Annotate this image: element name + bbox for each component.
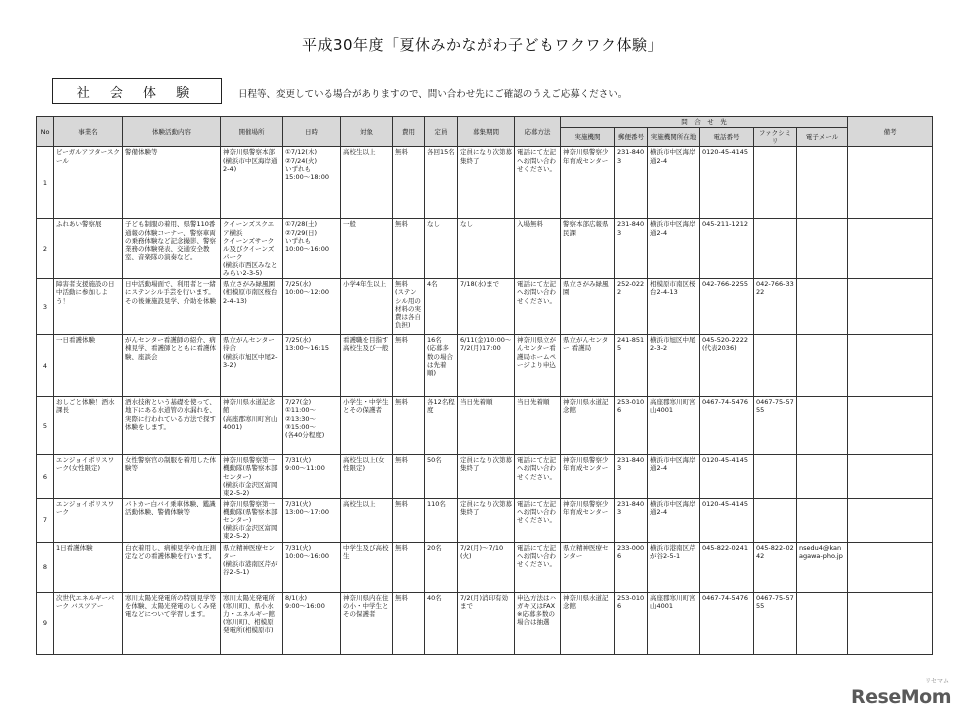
- cell-fee: 無料: [393, 498, 425, 542]
- cell-zip: 253-0106: [615, 592, 648, 654]
- cell-datetime: 8/1(水) 9:00～16:00: [283, 592, 341, 654]
- cell-org: 神奈川県水道記念館: [561, 592, 615, 654]
- cell-venue: 県立がんセンター待合 (横浜市旭区中尾2-3-2): [221, 335, 283, 397]
- table-row: [37, 397, 933, 455]
- cell-period: 定員になり次第募集終了: [458, 147, 515, 219]
- cell-method: 入場無料: [515, 219, 561, 279]
- cell-venue: 寒川太陽光発電所(寒川町)、県小水力・エネルギー館(寒川町)、相模原発電所(相模原市): [221, 592, 283, 654]
- cell-addr: 横浜市中区海岸通2-4: [648, 219, 700, 279]
- cell-no: 7: [37, 498, 54, 542]
- cell-period: 定員になり次第募集終了: [458, 498, 515, 542]
- cell-datetime: 7/31(火) 10:00～16:00: [283, 542, 341, 592]
- cell-target: 中学生及び高校生: [341, 542, 393, 592]
- cell-name: エンジョイポリスワーク: [54, 498, 123, 542]
- cell-fax: 0467-75-5755: [754, 397, 797, 455]
- cell-datetime: 7/25(水) 10:00～12:00: [283, 279, 341, 335]
- cell-target: 高校生以上: [341, 498, 393, 542]
- cell-addr: 高座郡寒川町宮山4001: [648, 397, 700, 455]
- header-fee: 費用: [393, 117, 425, 147]
- cell-name: ビーガルアフタースクール: [54, 147, 123, 219]
- cell-fax: [754, 498, 797, 542]
- notice-text: 日程等、変更している場合がありますので、問い合わせ先にご確認のうえご応募ください。: [238, 89, 628, 100]
- cell-content: 白衣着用し、病棟見学や血圧測定などの看護体験を行います。: [123, 542, 221, 592]
- cell-content: 寒川太陽光発電所の特別見学等を体験、太陽光発電のしくみ発電などについて学習します。: [123, 592, 221, 654]
- cell-email: [797, 279, 848, 335]
- cell-fax: [754, 455, 797, 499]
- cell-datetime: 7/25(水) 13:00～16:15: [283, 335, 341, 397]
- header-capacity: 定員: [425, 117, 458, 147]
- header-target: 対象: [341, 117, 393, 147]
- cell-datetime: ①7/28(土) ②7/29(日) いずれも 10:00～16:00: [283, 219, 341, 279]
- header-org: 実施機関: [561, 128, 615, 147]
- cell-tel: 0120-45-4145: [700, 455, 754, 499]
- cell-method: 当日先着順: [515, 397, 561, 455]
- section-label: 社 会 体 験: [76, 85, 198, 101]
- cell-fee: 無料: [393, 147, 425, 219]
- cell-no: 6: [37, 455, 54, 499]
- cell-content: 警備体験等: [123, 147, 221, 219]
- cell-fee: 無料: [393, 397, 425, 455]
- cell-note: [848, 335, 933, 397]
- cell-email: [797, 335, 848, 397]
- cell-note: [848, 498, 933, 542]
- cell-name: ふれあい警察展: [54, 219, 123, 279]
- cell-fax: 0467-75-5755: [754, 592, 797, 654]
- cell-zip: 231-8403: [615, 219, 648, 279]
- cell-org: 神奈川県水道記念館: [561, 397, 615, 455]
- cell-org: 県立精神医療センター: [561, 542, 615, 592]
- cell-target: 高校生以上: [341, 147, 393, 219]
- cell-method: 電話にて左記へお問い合わせください。: [515, 455, 561, 499]
- cell-name: 一日看護体験: [54, 335, 123, 397]
- cell-name: 障害者支援施設の日中活動に参加しよう！: [54, 279, 123, 335]
- cell-email: [797, 147, 848, 219]
- cell-org: 神奈川県警察少年育成センター: [561, 455, 615, 499]
- cell-tel: 0467-74-5476: [700, 592, 754, 654]
- cell-addr: 横浜市旭区中尾2-3-2: [648, 335, 700, 397]
- cell-email: [797, 455, 848, 499]
- document-title: 平成30年度「夏休みかながわ子どもワクワク体験」: [301, 36, 664, 54]
- cell-target: 看護職を目指す高校生及び一般: [341, 335, 393, 397]
- cell-addr: 横浜市中区海岸通2-4: [648, 455, 700, 499]
- cell-capacity: 20名: [425, 542, 458, 592]
- table-row: [37, 498, 933, 542]
- cell-period: 当日先着順: [458, 397, 515, 455]
- cell-fee: 無料: [393, 542, 425, 592]
- cell-name: 次世代エネルギーパーク バスツアー: [54, 592, 123, 654]
- cell-email: nsedu4@kanagawa-pho.jp: [797, 542, 848, 592]
- header-name: 事業名: [54, 117, 123, 147]
- cell-no: 5: [37, 397, 54, 455]
- cell-tel: 045-822-0241: [700, 542, 754, 592]
- header-tel: 電話番号: [700, 128, 754, 147]
- cell-capacity: 50名: [425, 455, 458, 499]
- cell-fax: 042-766-3322: [754, 279, 797, 335]
- table-row: [37, 592, 933, 654]
- table-row: [37, 279, 933, 335]
- cell-fax: [754, 335, 797, 397]
- cell-tel: 045-520-2222(代表2036): [700, 335, 754, 397]
- table-row: [37, 335, 933, 397]
- header-note: 備考: [848, 117, 933, 147]
- cell-venue: 神奈川県警察第一機動隊(県警察本部センター) (横浜市金沢区富岡東2-5-2): [221, 498, 283, 542]
- cell-capacity: 110名: [425, 498, 458, 542]
- brand-sub: リセマム: [925, 678, 949, 685]
- cell-method: 電話にて左記へお問い合わせください。: [515, 498, 561, 542]
- cell-method: 電話にて左記へお問い合わせください。: [515, 279, 561, 335]
- cell-email: [797, 219, 848, 279]
- cell-email: [797, 397, 848, 455]
- cell-org: 神奈川県警察少年育成センター: [561, 147, 615, 219]
- brand-logo: ReseMom: [851, 686, 951, 708]
- cell-no: 2: [37, 219, 54, 279]
- header-method: 応募方法: [515, 117, 561, 147]
- cell-content: がんセンター看護師の紹介、病棟見学、看護師とともに看護体験、座談会: [123, 335, 221, 397]
- cell-tel: 0120-45-4145: [700, 147, 754, 219]
- cell-zip: 231-8403: [615, 498, 648, 542]
- cell-zip: 253-0106: [615, 397, 648, 455]
- cell-datetime: 7/31(火) 13:00～17:00: [283, 498, 341, 542]
- cell-addr: 高座郡寒川町宮山4001: [648, 592, 700, 654]
- table-row: [37, 219, 933, 279]
- section-label-box: [52, 78, 222, 104]
- cell-fee: 無料: [393, 592, 425, 654]
- cell-capacity: 40名: [425, 592, 458, 654]
- cell-venue: 神奈川県警察本部 (横浜市中区海岸通2-4): [221, 147, 283, 219]
- header-addr: 実施機関所在地: [648, 128, 700, 147]
- cell-addr: 横浜市港南区芹が谷2-5-1: [648, 542, 700, 592]
- cell-tel: 0467-74-5476: [700, 397, 754, 455]
- cell-period: 7/18(水)まで: [458, 279, 515, 335]
- table-row: [37, 147, 933, 219]
- cell-no: 4: [37, 335, 54, 397]
- cell-org: 県立がんセンター 看護局: [561, 335, 615, 397]
- cell-note: [848, 397, 933, 455]
- cell-fax: 045-822-0242: [754, 542, 797, 592]
- cell-fee: 無料: [393, 335, 425, 397]
- header-inquiry: 問 合 せ 先: [561, 117, 848, 128]
- cell-capacity: 各回15名: [425, 147, 458, 219]
- cell-content: パトカー白バイ乗車体験、鑑識活動体験、警備体験等: [123, 498, 221, 542]
- cell-target: 神奈川県内在住の小・中学生とその保護者: [341, 592, 393, 654]
- cell-zip: 233-0006: [615, 542, 648, 592]
- cell-datetime: 7/27(金) ①11:00～ ②13:30～ ③15:00～ (各40分程度): [283, 397, 341, 455]
- cell-venue: 県立さがみ緑風園 (相模原市南区桜台2-4-13): [221, 279, 283, 335]
- cell-note: [848, 279, 933, 335]
- cell-content: 酒水技術という基礎を使って、地下にある水道管の水漏れを、実際に行われている方法で探す体験をします。: [123, 397, 221, 455]
- header-zip: 郵便番号: [615, 128, 648, 147]
- cell-no: 3: [37, 279, 54, 335]
- header-venue: 開催場所: [221, 117, 283, 147]
- cell-zip: 231-8403: [615, 455, 648, 499]
- cell-period: 6/11(金)10:00～ 7/2(月)17:00: [458, 335, 515, 397]
- cell-fax: [754, 219, 797, 279]
- cell-fee: 無料: [393, 455, 425, 499]
- header-no: No: [37, 117, 54, 147]
- experience-table: [36, 116, 933, 655]
- cell-email: [797, 592, 848, 654]
- cell-method: 神奈川県立がんセンター看護局ホームページより申込: [515, 335, 561, 397]
- cell-fee: 無料: [393, 219, 425, 279]
- cell-content: 日中活動場面で、利用者と一緒にステンシル手芸を行います。その後兼施設見学、介助を体験: [123, 279, 221, 335]
- cell-period: 7/2(月)消印有効まで: [458, 592, 515, 654]
- cell-name: エンジョイポリスワーク(女性限定): [54, 455, 123, 499]
- cell-fee: 無料 (ステンシル用の材料の実費は各自負担): [393, 279, 425, 335]
- cell-addr: 横浜市中区海岸通2-4: [648, 498, 700, 542]
- cell-capacity: 4名: [425, 279, 458, 335]
- cell-content: 子ども制服の着用、県警110番通報の体験コーナー、警察車両の乗務体験など記念撮影、警察業務の体験発表、交通安全教室、音楽隊の演奏など。: [123, 219, 221, 279]
- header-datetime: 日時: [283, 117, 341, 147]
- cell-tel: 042-766-2255: [700, 279, 754, 335]
- table-body: [37, 147, 933, 654]
- table-row: [37, 542, 933, 592]
- table-row: [37, 455, 933, 499]
- cell-org: 県立さがみ緑風園: [561, 279, 615, 335]
- cell-tel: 0120-45-4145: [700, 498, 754, 542]
- cell-note: [848, 592, 933, 654]
- header-period: 募集期間: [458, 117, 515, 147]
- cell-target: 小学4年生以上: [341, 279, 393, 335]
- cell-period: 定員になり次第募集終了: [458, 455, 515, 499]
- cell-tel: 045-211-1212: [700, 219, 754, 279]
- cell-no: 8: [37, 542, 54, 592]
- cell-datetime: ①7/12(木) ②7/24(火) いずれも 15:00～18:00: [283, 147, 341, 219]
- cell-target: 高校生以上(女性限定): [341, 455, 393, 499]
- cell-capacity: なし: [425, 219, 458, 279]
- header-email: 電子メール: [797, 128, 848, 147]
- cell-addr: 相模原市南区桜台2-4-13: [648, 279, 700, 335]
- cell-method: 電話にて左記へお問い合わせください。: [515, 542, 561, 592]
- cell-no: 9: [37, 592, 54, 654]
- cell-target: 一般: [341, 219, 393, 279]
- cell-zip: 241-8515: [615, 335, 648, 397]
- cell-capacity: 16名 (応募多数の場合は先着順): [425, 335, 458, 397]
- cell-org: 警察本部広報県民課: [561, 219, 615, 279]
- cell-note: [848, 542, 933, 592]
- cell-venue: 神奈川県水道記念館 (高座郡寒川町宮山4001): [221, 397, 283, 455]
- cell-email: [797, 498, 848, 542]
- header-content: 体験活動内容: [123, 117, 221, 147]
- cell-name: 1日看護体験: [54, 542, 123, 592]
- cell-note: [848, 455, 933, 499]
- cell-venue: クイーンズスクエア横浜 クイーンズサークル及びクイーンズパーク (横浜市西区みなとみらい2-3-5): [221, 219, 283, 279]
- cell-method: 申込方法はハガキ又はFAX ※応募多数の場合は抽選: [515, 592, 561, 654]
- cell-period: なし: [458, 219, 515, 279]
- cell-method: 電話にて左記へお問い合わせください。: [515, 147, 561, 219]
- cell-venue: 県立精神医療センター (横浜市港南区芹が谷2-5-1): [221, 542, 283, 592]
- cell-content: 女性警察官の制服を着用した体験等: [123, 455, 221, 499]
- cell-capacity: 各12名程度: [425, 397, 458, 455]
- header-fax: ファクシミリ: [754, 128, 797, 147]
- cell-fax: [754, 147, 797, 219]
- cell-org: 神奈川県警察少年育成センター: [561, 498, 615, 542]
- cell-no: 1: [37, 147, 54, 219]
- cell-zip: 252-0222: [615, 279, 648, 335]
- cell-addr: 横浜市中区海岸通2-4: [648, 147, 700, 219]
- cell-period: 7/2(月)～7/10(火): [458, 542, 515, 592]
- cell-note: [848, 219, 933, 279]
- cell-venue: 神奈川県警察第一機動隊(県警察本部センター) (横浜市金沢区富岡東2-5-2): [221, 455, 283, 499]
- cell-note: [848, 147, 933, 219]
- cell-name: おしごと体験！酒水課長: [54, 397, 123, 455]
- cell-datetime: 7/31(火) 9:00～11:00: [283, 455, 341, 499]
- cell-target: 小学生・中学生とその保護者: [341, 397, 393, 455]
- cell-zip: 231-8403: [615, 147, 648, 219]
